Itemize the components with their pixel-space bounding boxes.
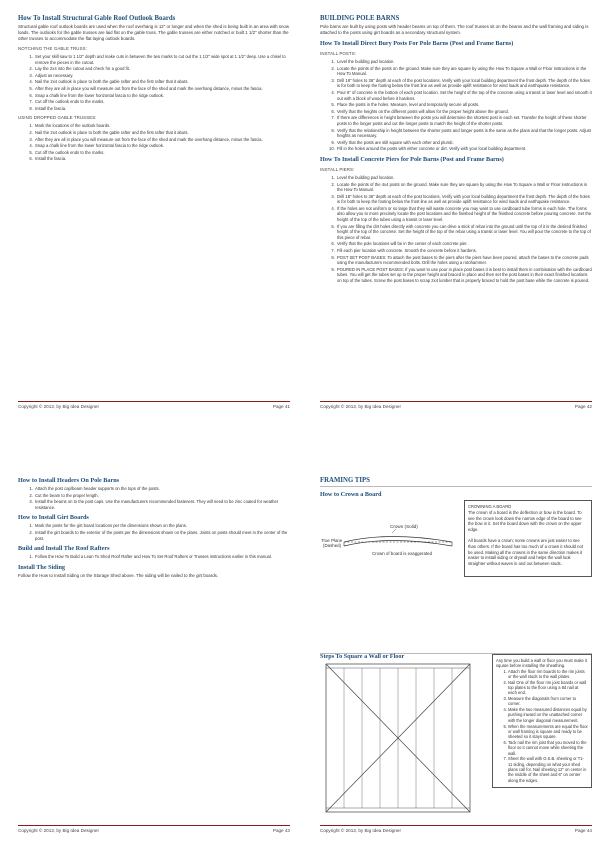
list-item: 8. Verify that the relationship in height between the shorter posts and longer posts is the same as the plans and that the longer posts. Adjust heights as necessary. [336,128,592,139]
square-diagram-svg [324,662,472,814]
crown-curve [344,537,452,543]
roof-rafters-heading: Build and Install The Roof Rafters [18,545,110,553]
list-item: 2. Cut the beam to the proper length. [34,493,290,499]
page-41-footer [18,401,290,409]
list-item: 4. Pour 6" of concrete in the bottom of each post location. Set the height of the top of the concrete using a transit or laser level and smooth it out with a block of wood before it hardens. [336,90,592,101]
siding-heading: Install The Siding [18,563,66,571]
copyright: Copyright © 2013, by Big Idea Designer [320,828,402,833]
list-item: 9. Verify that the posts are still square with each other and plumb. [336,140,592,146]
crown-pointer [392,529,396,533]
board-bottom-curve [344,541,452,547]
page-41 [14,13,292,419]
list-item: 6. Tack nail the rim joist that you moved to the floor so it cannot move while sheeting the wall. [508,740,588,756]
page-number: Page 44 [574,828,592,833]
page-43 [14,437,292,843]
headers-heading: How to Install Headers On Pole Barns [18,477,120,484]
list-item: 1. Attach the floor rim boards to the rim joists or the wall studs to the wall plates. [508,669,588,680]
page-44-footer [320,825,592,833]
list-item: 2. Lay the 2x4 into the cutout and check for a good fit. [34,66,290,72]
list-item: 1. Mark the posts for the girt board locations per the dimensions shown on the plans. [34,523,290,529]
square-intro: Any time you build a wall or floor you must make it square before installing the sheathing. [496,658,588,669]
crown-label: Crown (Solid) [390,524,418,529]
install-piers-label: INSTALL PIERS: [320,166,355,172]
list-item: 2. Locate the points of the posts on the ground. Make sure they are square by using the How To Square a Wall or Floor instructions in the How To Manual. [336,66,592,77]
list-item: 2. Nail One of the floor rim joist boards or wall top plates to the floor using a 8d nail at each end. [508,680,588,696]
list-item: 3. Drill 18" holes to 36" depth at each of the post locations. Verify with your local building department the frost depth. The depth of the holes is for both to keep the footing below the frost line as well as provide uplift resistance for wind loads and earthquake resistance. [336,78,592,89]
install-piers-steps [320,175,592,284]
page-number: Page 41 [272,404,290,409]
page-42-title: BUILDING POLE BARNS [320,15,400,22]
crown-diagram-svg [320,522,460,562]
list-item: 4. Make the two measured distances equal by pushing inward on the unattached corner with the longer diagonal measurement. [508,707,588,723]
square-section [320,654,592,843]
page-number: Page 43 [272,828,290,833]
list-item: 6. Verify that the pole locations will be in the center of each concrete pier. [336,241,592,247]
crown-heading: How to Crown a Board [320,491,382,498]
list-item: 3. After they are all in place you will measure out from the face of the shed and mark the overhang distance, minus the fascia. [34,137,290,143]
list-item: 5. Place the posts in the holes. Measure, level and temporarily secure all posts. [336,102,592,108]
list-item: 2. Nail the 2x4 outlook in place to both the gable rafter and the first rafter that it abuts. [34,130,290,136]
list-item: 6. Verify that the heights on the different posts will allow for the proper height above the ground. [336,109,592,115]
true-plane-label: True Plane [321,538,343,543]
list-item: 8. POST SET POST BASES: To attach the post bases to the piers after the piers have been poured, attach the bases to the concrete pads using the manufacturers recommended bolts. Drill the holes using a rotohammer. [336,255,592,266]
crown-box-text-1: The crown of a board is the deflection or bow in the board. To see the crown look down the narrow edge of the board to see the bow in it. Set the board down with the crown on the upper edge. [468,509,582,533]
list-item: 5. After they are all in place you will measure out from the face of the shed and mark the overhang distance, minus the fascia. [34,86,290,92]
list-item: 6. Snap a chalk line from the lower horizontal fascia to the ridge outlook. [34,93,290,99]
list-item: 7. Sheet the wall with O.S.B. sheeting or T1-11 siding, depending on what your shed plans call for. Nail sheeting 12" on center in the middle of the sheet and 6" on center along the edges. [508,756,588,782]
page-41-intro: Structural gable roof outlook boards are used when the roof overhang is 12" or longer and when the shed is being built in an area with snow loads. The outlooks for the gable trusses are laid flat on the gable truss. The gable trusses are either notched or built 1 1/2" shorter than the other trusses to accommodate the flat laying outlook boards. [18,24,290,41]
list-item: 1. Level the building pad location. [336,59,592,65]
dropped-label: USING DROPPED GABLE TRUSSES: [18,115,97,121]
list-item: 5. If you are filling the dirt holes directly with concrete you can drive a stick of rebar into the ground until the top of it is the desired finished height of the top of the concrete. Set the height of the top of the rebar using a transit or laser level. You will pour the concrete to the top of this piece of rebar. [336,224,592,241]
list-item: 2. Install the girt boards to the exterior of the posts per the dimensions shown on the plans. Joints on posts should meet in the center of the post. [34,530,290,541]
square-heading: Steps To Square a Wall or Floor [320,653,405,660]
title-divider [320,486,592,487]
list-item: 3. Measure the diagonals from corner to corner. [508,696,588,707]
list-item: 1. Mark the locations of the outlook boards. [34,123,290,129]
list-item: 1. Attach the post cap/beam header supports on the tops of the posts. [34,486,290,492]
crown-box-title: CROWNING A BOARD [468,504,512,509]
install-posts-steps [320,59,592,152]
square-steps [496,669,588,783]
crown-diagram [320,522,460,562]
page-42-footer [320,401,592,409]
list-item: 4. Nail the 2x4 outlook in place to both the gable rafter and the first rafter that it abuts. [34,79,290,85]
girt-boards-heading: How to Install Girt Boards [18,514,89,522]
exaggerated-label: Crown of board is exaggerated [372,551,433,556]
list-item: 7. Fill each pier location with concrete. Smooth the concrete before it hardens. [336,248,592,254]
notched-steps [18,54,290,111]
list-item: 6. Install the fascia. [34,156,290,162]
list-item: 1. Level the building pad location. [336,175,592,181]
dashed-label: (Dashed) [323,543,342,548]
page-42 [316,13,594,419]
concrete-piers-heading: How To Install Concrete Piers for Pole Barns (Post and Frame Barns) [320,155,504,163]
square-info-box [492,654,592,788]
roof-rafters-steps [18,554,290,560]
crown-info-box [464,500,592,577]
direct-bury-heading: How To Install Direct Bury Posts For Pole Barns (Post and Frame Barns) [320,40,514,47]
dropped-steps [18,123,290,162]
list-item: 3. Drill 18" holes to 36" depth at each of the post locations. Verify with your local building department the frost depth. The depth of the holes is for both to keep the footing below the frost line as well as provide uplift resistance for wind loads and earthquake resistance. [336,194,592,205]
list-item: 9. POURED IN PLACE POST BASES: If you want to use pour in place post bases it is best to install them in combination with the cardboard tubes. You will get the tubes set up to the proper height and braced in place and then set the post bases in their exact finished locations on top of the tubes. Screw the post bases to scrap 2x4 lumber that is properly braced to hold the post base while the concrete is poured. [336,267,592,284]
copyright: Copyright © 2013, by Big Idea Designer [18,404,100,409]
list-item: 8. Install the fascia. [34,106,290,112]
list-item: 7. If there are differences in height between the posts you will determine the shortest post in each set. Transfer the height of these shorter posts to the longer posts and cut the longer posts to match the height of the shorter posts. [336,115,592,126]
square-diagram [324,662,472,814]
copyright: Copyright © 2013, by Big Idea Designer [18,828,100,833]
page-44 [316,437,594,843]
list-item: 1. Set your skill saw to 1 1/2" depth and make cuts in between the two marks to cut out the 1 1/2" wide spot at 1 1/2" deep. Use a chisel to remove the pieces in the cutout. [34,54,290,65]
list-item: 4. Snap a chalk line from the lower horizontal fascia to the ridge outlook. [34,143,290,149]
list-item: 1. Follow the How To Build a Lean To Shed Roof Rafter and How To Set Roof Rafters or Trusses instructions earlier in this manual. [34,554,290,560]
headers-steps [18,486,290,510]
list-item: 5. Cut off the outlook ends to the marks. [34,150,290,156]
copyright: Copyright © 2013, by Big Idea Designer [320,404,402,409]
notched-label: NOTCHING THE GABLE TRUSS: [18,46,87,51]
list-item: 7. Cut off the outlook ends to the marks. [34,99,290,105]
page-43-footer [18,825,290,833]
crown-box-text-2: All boards have a crown; some crowns are just easier to see than others. If the board has too much of a crown it should not be used. Making all the crowns in the same direction makes it easier to install siding or drywall and helps the wall look straighter without waves in and out between studs. [468,537,583,567]
siding-text: Follow the How to Install Siding on the Storage Shed above. The siding will be nailed to the girt boards. [18,572,219,578]
crown-section [320,500,592,655]
girt-boards-steps [18,523,290,541]
install-posts-label: INSTALL POSTS: [320,51,357,56]
list-item: 3. Install the beams on to the post caps. Use the manufacturers recommended fasteners. They will need to be zinc coated for weather resistance. [34,499,290,510]
list-item: 3. Adjust as necessary. [34,73,290,79]
list-item: 4. If the holes are not uniform or so large that they will waste concrete you may want to use cardboard tube forms in each hole. The forms also allow you to more precisely locate the post locations and the finished height of the finished concrete before pouring concrete. Set the height of the top of the tubes using a transit or laser level. [336,206,592,223]
list-item: 2. Locate the points of the 4x4 posts on the ground. Make sure they are square by using the How To Square a Wall or Floor instructions in the How To Manual. [336,182,592,193]
page-number: Page 42 [574,404,592,409]
page-44-title: FRAMING TIPS [320,477,370,484]
page-41-title: How To Install Structural Gable Roof Outlook Boards [18,15,176,22]
page-42-intro: Pole barns are built by using posts with header beams on top of them. The roof trusses sit on the beams and the wall framing and siding is attached to the posts using girt boards as a secondary structural system. [320,24,589,35]
list-item: 10. Fill in the holes around the posts with either concrete or dirt. Verify with your local building department. [336,146,592,152]
list-item: 5. When the measurements are equal the floor or wall framing is square and ready to be sheeted so it stays square. [508,724,588,740]
